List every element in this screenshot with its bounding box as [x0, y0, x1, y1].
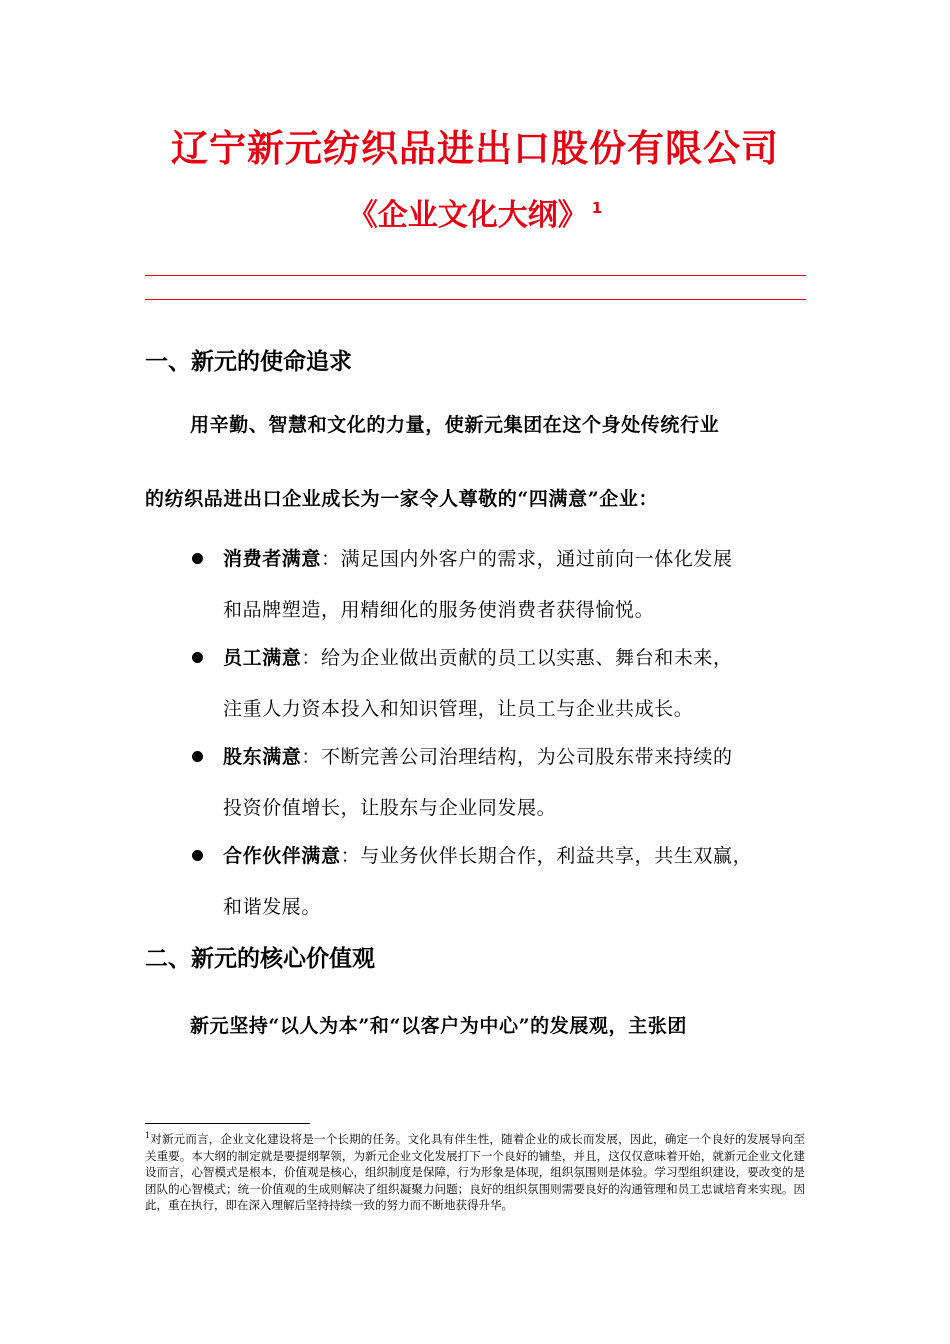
bullet-text: ：满足国内外客户的需求，通过前向一体化发展	[321, 548, 733, 570]
bullet-shareholder-line-2: 投资价值增长，让股东与企业同发展。	[223, 797, 557, 819]
bullet-employee-line-1	[223, 643, 733, 670]
footnote-separator	[145, 1123, 310, 1124]
bullet-consumer-line-1	[223, 544, 733, 571]
bullet-dot-icon	[192, 652, 203, 663]
bullet-partner-line-2: 和谐发展。	[223, 896, 322, 918]
bullet-employee-line-2: 注重人力资本投入和知识管理，让员工与企业共成长。	[223, 698, 694, 720]
company-title: 辽宁新元纺织品进出口股份有限公司	[171, 127, 779, 170]
footnote	[145, 1131, 805, 1214]
bullet-term: 员工满意	[223, 647, 302, 669]
bullet-consumer-line-2: 和品牌塑造，用精细化的服务使消费者获得愉悦。	[223, 599, 655, 621]
section-heading-core-values: 二、新元的核心价值观	[145, 946, 375, 972]
bullet-term: 合作伙伴满意	[223, 845, 341, 867]
bullet-shareholder-line-1	[223, 742, 733, 769]
bullet-dot-icon	[192, 751, 203, 762]
subtitle-text: 《企业文化大纲》	[347, 198, 588, 233]
header-divider-bottom	[145, 299, 806, 300]
bullet-dot-icon	[192, 850, 203, 861]
bullet-text: ：不断完善公司治理结构，为公司股东带来持续的	[301, 746, 733, 768]
bullet-text: ：给为企业做出贡献的员工以实惠、舞台和未来，	[301, 647, 733, 669]
footnote-marker: 1	[145, 1131, 151, 1141]
bullet-text: ：与业务伙伴长期合作，利益共享，共生双赢，	[340, 845, 753, 867]
bullet-term: 消费者满意	[223, 548, 322, 570]
section-heading-mission: 一、新元的使命追求	[145, 349, 352, 375]
bullet-partner-line-1	[223, 841, 752, 868]
footnote-text: 对新元而言，企业文化建设将是一个长期的任务。文化具有伴生性，随着企业的成长而发展，因此，确定一个良好的发展导向至关重要。本大纲的制定就是要提纲挈领，为新元企业文化发展打下一个良好的铺垫，并且，这仅仅意味着开始，就新元企业文化建设而言，心智模式是根本，价值观是核心，组织制度是保障，行为形象是体现，组织氛围则是体验。学习型组织建设，要改变的是团队的心智模式；统一价值观的生成则解决了组织凝聚力问题；良好的组织氛围则需要良好的沟通管理和员工忠诚培育来实现。因此，重在执行，即在深入理解后坚持持续一致的努力而不断地获得升华。	[145, 1132, 805, 1212]
document-subtitle	[0, 190, 950, 234]
footnote-reference[interactable]: 1	[591, 199, 603, 217]
bullet-dot-icon	[192, 553, 203, 564]
core-values-paragraph-line-1: 新元坚持“以人为本”和“以客户为中心”的发展观，主张团	[190, 1015, 687, 1037]
mission-paragraph-line-2: 的纺织品进出口企业成长为一家令人尊敬的“四满意”企业：	[145, 488, 659, 510]
bullet-term: 股东满意	[223, 746, 302, 768]
mission-paragraph-line-1: 用辛勤、智慧和文化的力量，使新元集团在这个身处传统行业	[190, 414, 720, 436]
header-divider-top	[145, 275, 806, 276]
